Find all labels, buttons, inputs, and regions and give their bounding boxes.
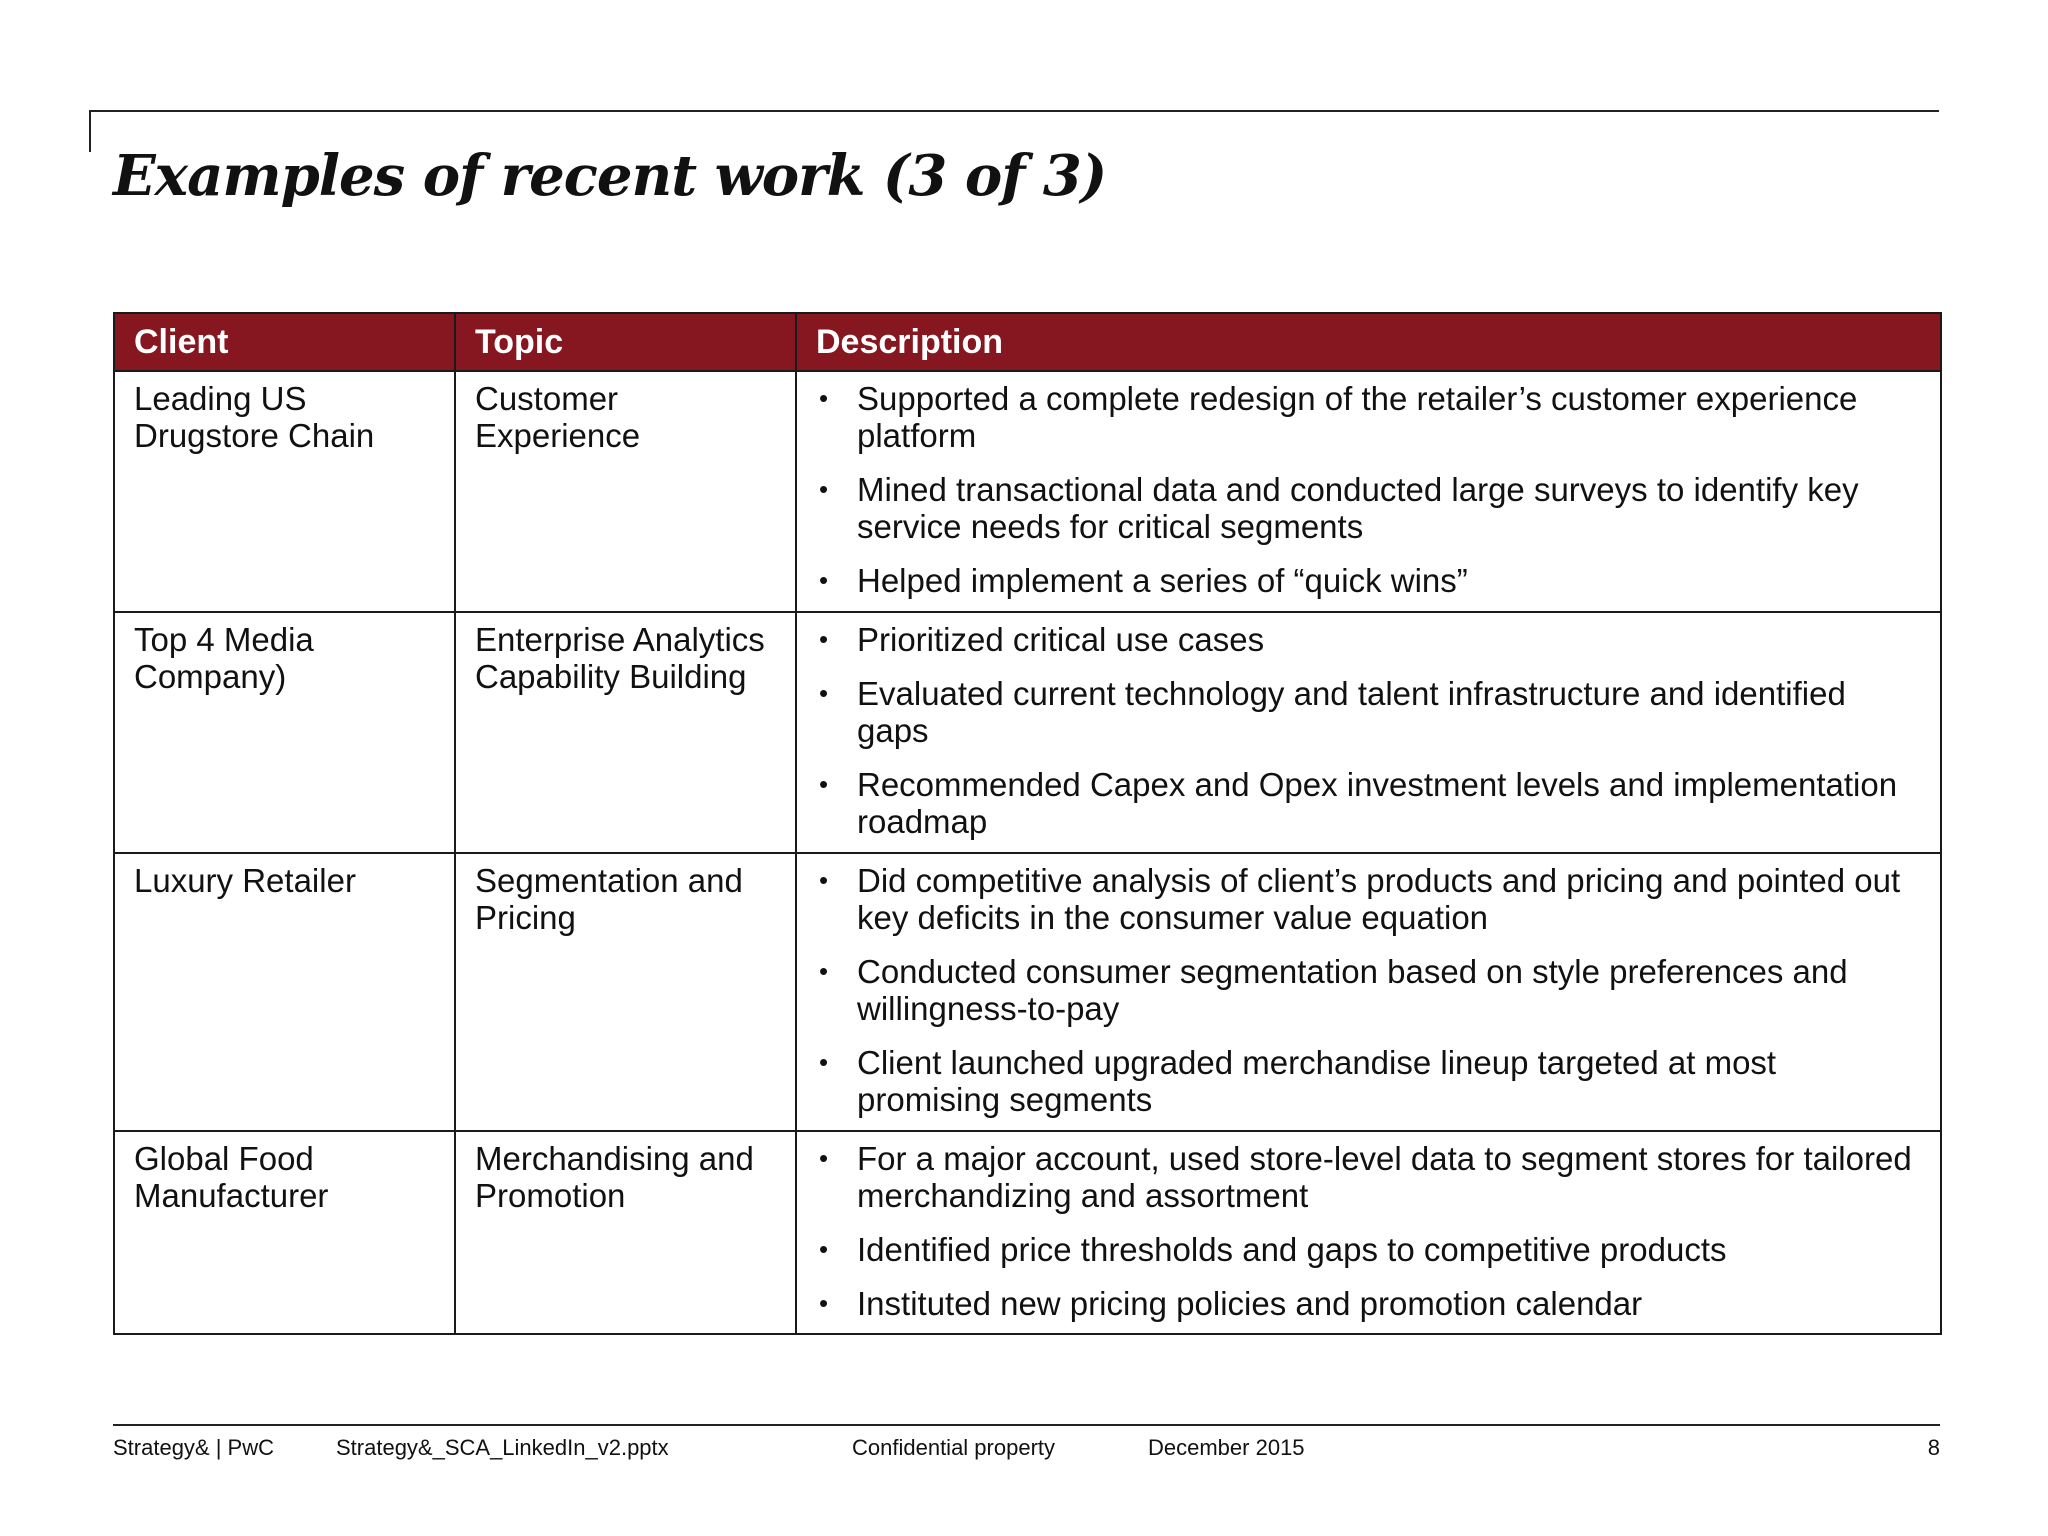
footer-brand: Strategy& | PwC [113, 1435, 274, 1460]
corner-tick [89, 110, 91, 152]
bullet-list [815, 621, 1920, 840]
table-header-row [114, 313, 1941, 371]
description-cell [796, 853, 1941, 1131]
bullet-item [815, 562, 1920, 599]
client-cell: Top 4 Media Company) [114, 612, 455, 853]
bullet-text: Supported a complete redesign of the retailer’s customer experience platform [857, 380, 1858, 454]
bullet-text: Client launched upgraded merchandise lineup targeted at most promising segments [857, 1044, 1777, 1118]
bullet-icon: • [819, 1143, 829, 1173]
bullet-list [815, 380, 1920, 599]
bullet-list [815, 862, 1920, 1118]
description-cell [796, 612, 1941, 853]
header-description: Description [796, 313, 1941, 371]
footer-page-number: 8 [1927, 1435, 1940, 1460]
bullet-item [815, 1140, 1920, 1214]
table-row [114, 853, 1941, 1131]
bullet-text: Conducted consumer segmentation based on style preferences and willingness-to-pay [857, 953, 1848, 1027]
bullet-item [815, 953, 1920, 1027]
client-cell: Luxury Retailer [114, 853, 455, 1131]
footer-confidentiality: Confidential property [852, 1435, 1056, 1460]
slide-title: Examples of recent work (3 of 3) [113, 143, 1107, 209]
bullet-text: Identified price thresholds and gaps to competitive products [857, 1231, 1727, 1268]
bullet-text: For a major account, used store-level data to segment stores for tailored merchandizing and assortment [857, 1140, 1912, 1214]
bullet-item [815, 380, 1920, 454]
topic-cell: Customer Experience [455, 371, 796, 612]
bullet-icon: • [819, 1047, 829, 1077]
bullet-item [815, 471, 1920, 545]
bullet-icon: • [819, 769, 829, 799]
table-row [114, 612, 1941, 853]
header-topic: Topic [455, 313, 796, 371]
client-cell: Global Food Manufacturer [114, 1131, 455, 1334]
bullet-icon: • [819, 956, 829, 986]
footer-rule [113, 1424, 1940, 1426]
bullet-item [815, 1285, 1920, 1322]
bullet-text: Instituted new pricing policies and promotion calendar [857, 1285, 1643, 1322]
description-cell [796, 1131, 1941, 1334]
table-row [114, 1131, 1941, 1334]
header-client: Client [114, 313, 455, 371]
client-cell: Leading US Drugstore Chain [114, 371, 455, 612]
topic-cell: Merchandising and Promotion [455, 1131, 796, 1334]
recent-work-table [113, 312, 1942, 1335]
footer-date: December 2015 [1148, 1435, 1305, 1460]
bullet-icon: • [819, 383, 829, 413]
bullet-text: Evaluated current technology and talent infrastructure and identified gaps [857, 675, 1846, 749]
topic-cell: Segmentation and Pricing [455, 853, 796, 1131]
bullet-item [815, 675, 1920, 749]
bullet-icon: • [819, 1288, 829, 1318]
bullet-item [815, 1231, 1920, 1268]
description-cell [796, 371, 1941, 612]
bullet-text: Did competitive analysis of client’s products and pricing and pointed out key deficits in the consumer value equation [857, 862, 1901, 936]
bullet-icon: • [819, 474, 829, 504]
bullet-text: Mined transactional data and conducted large surveys to identify key service needs for critical segments [857, 471, 1859, 545]
topic-cell: Enterprise Analytics Capability Building [455, 612, 796, 853]
bullet-item [815, 766, 1920, 840]
table-row [114, 371, 1941, 612]
bullet-text: Prioritized critical use cases [857, 621, 1265, 658]
bullet-item [815, 862, 1920, 936]
bullet-item [815, 621, 1920, 658]
bullet-text: Helped implement a series of “quick wins” [857, 562, 1468, 599]
bullet-item [815, 1044, 1920, 1118]
bullet-icon: • [819, 565, 829, 595]
bullet-icon: • [819, 678, 829, 708]
bullet-list [815, 1140, 1920, 1322]
top-rule [89, 110, 1939, 112]
footer-filename: Strategy&_SCA_LinkedIn_v2.pptx [336, 1435, 669, 1460]
bullet-icon: • [819, 624, 829, 654]
bullet-icon: • [819, 1234, 829, 1264]
bullet-icon: • [819, 865, 829, 895]
bullet-text: Recommended Capex and Opex investment levels and implementation roadmap [857, 766, 1898, 840]
